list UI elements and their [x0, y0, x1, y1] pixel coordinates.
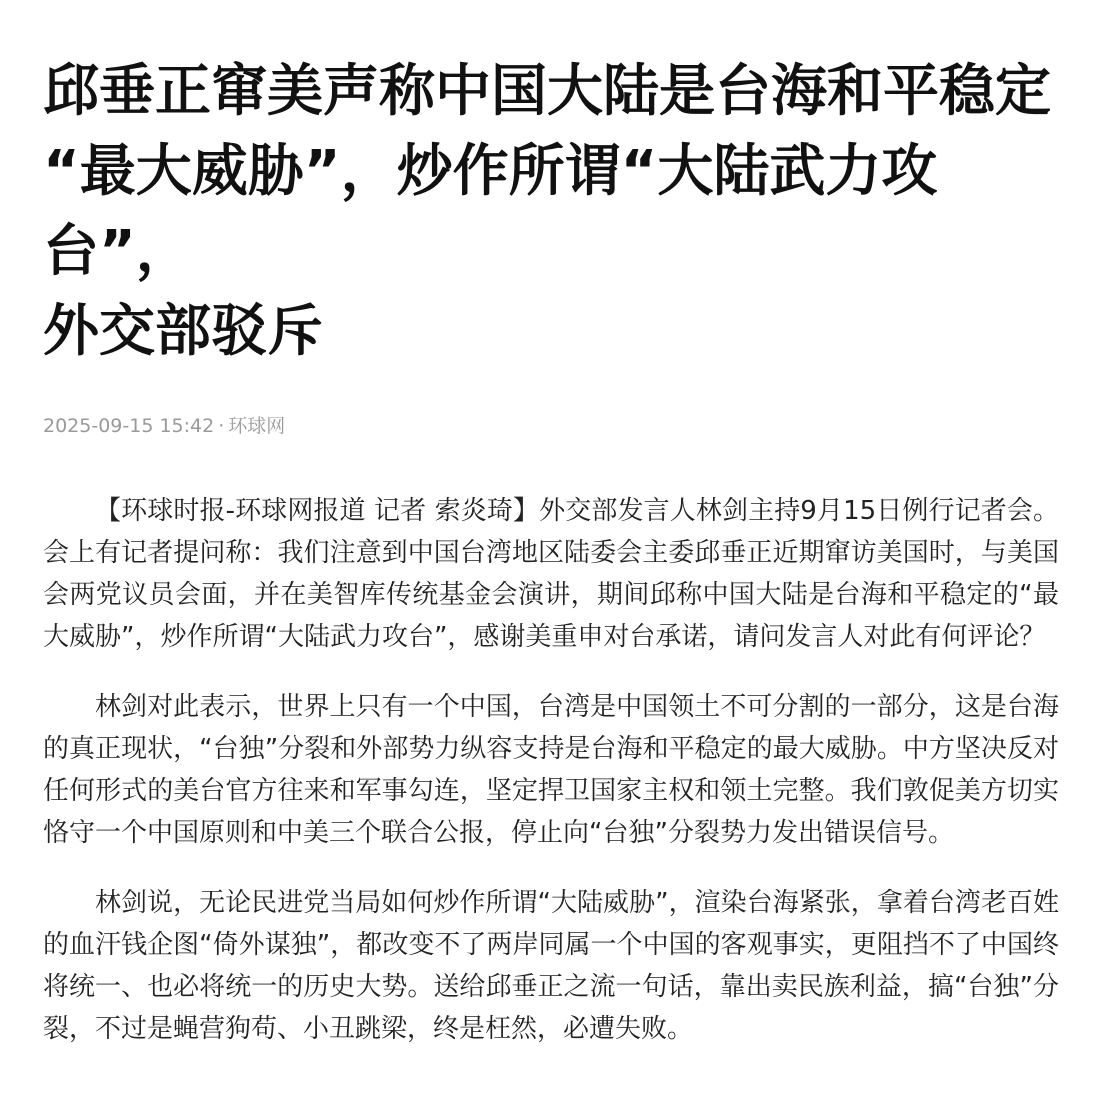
article-title-line: “最大威胁”，炒作所谓“大陆武力攻台”， — [43, 139, 938, 284]
article-title-line: 邱垂正窜美声称中国大陆是台海和平稳定 — [43, 59, 1051, 124]
article-paragraph: 林剑对此表示，世界上只有一个中国，台湾是中国领土不可分割的一部分，这是台海的真正现状，“台独”分裂和外部势力纵容支持是台海和平稳定的最大威胁。中方坚决反对任何形式的美台官方往来和军事勾连，坚定捍卫国家主权和领土完整。我们敦促美方切实恪守一个中国原则和中美三个联合公报，停止向“台独”分裂势力发出错误信号。 — [43, 692, 1059, 848]
article-title — [43, 52, 1059, 372]
article-paragraph: 林剑说，无论民进党当局如何炒作所谓“大陆威胁”，渲染台海紧张，拿着台湾老百姓的血汗钱企图“倚外谋独”，都改变不了两岸同属一个中国的客观事实，更阻挡不了中国终将统一、也必将统一的历史大势。送给邱垂正之流一句话，靠出卖民族利益，搞“台独”分裂，不过是蝇营狗苟、小丑跳梁，终是枉然，必遭失败。 — [43, 888, 1059, 1044]
article-body — [43, 490, 1059, 1050]
article-paragraph: 【环球时报-环球网报道 记者 索炎琦】外交部发言人林剑主持9月15日例行记者会。会上有记者提问称：我们注意到中国台湾地区陆委会主委邱垂正近期窜访美国时，与美国会两党议员会面，并在美智库传统基金会演讲，期间邱称中国大陆是台海和平稳定的“最大威胁”，炒作所谓“大陆武力攻台”，感谢美重申对台承诺，请问发言人对此有何评论？ — [43, 496, 1059, 652]
article-meta — [43, 414, 1059, 438]
publish-datetime: 2025-09-15 15:42 — [43, 415, 215, 437]
article-title-line: 外交部驳斥 — [43, 299, 323, 364]
article — [43, 52, 1059, 1078]
meta-separator: · — [218, 415, 225, 437]
source-link[interactable]: 环球网 — [228, 415, 286, 437]
